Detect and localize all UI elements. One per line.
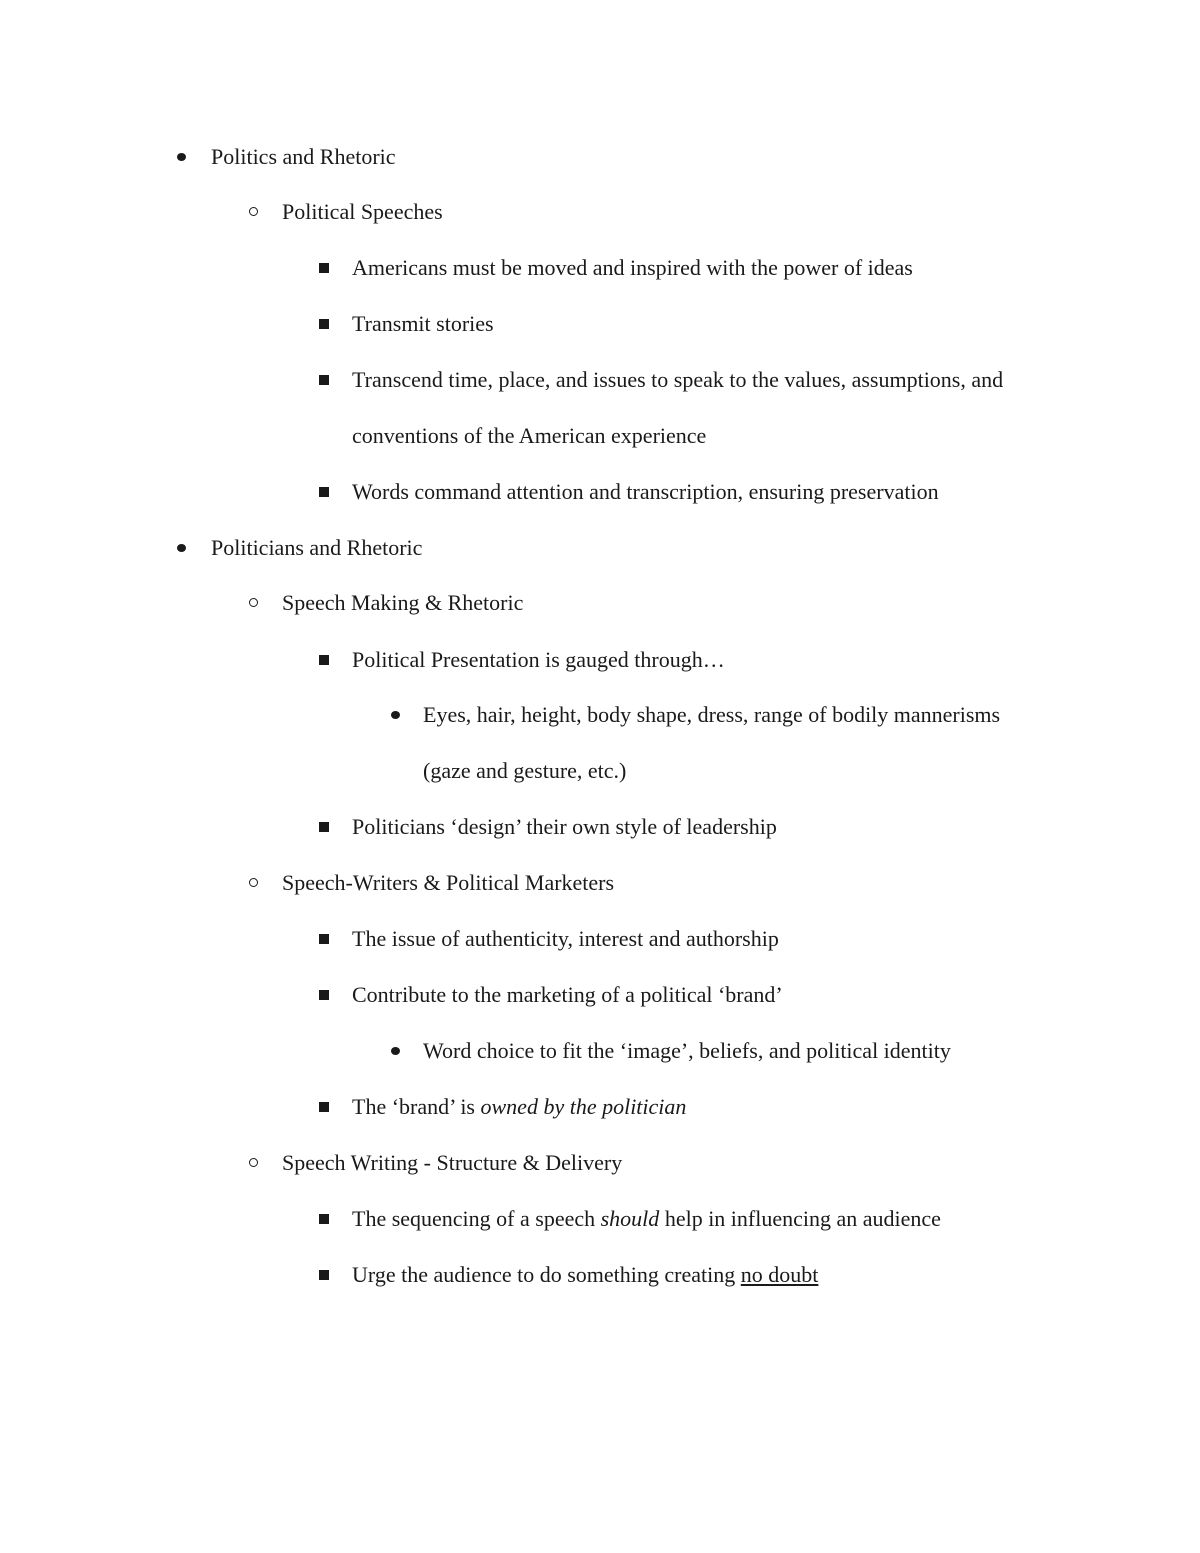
level1-bullet [177, 544, 186, 552]
outline-point-text: The ‘brand’ is [352, 1094, 481, 1119]
outline-heading-politicians-rhetoric: Politicians and Rhetoric [211, 535, 423, 560]
outline-point: Americans must be moved and inspired with the power of ideas [352, 255, 913, 280]
outline-point: Words command attention and transcription, ensuring preservation [352, 479, 939, 504]
outline-subheading-speech-making: Speech Making & Rhetoric [282, 590, 524, 615]
level3-bullet [319, 263, 329, 273]
outline-heading-politics-rhetoric: Politics and Rhetoric [211, 144, 396, 169]
level2-bullet [249, 1158, 258, 1167]
outline-subpoint: Word choice to fit the ‘image’, beliefs, and political identity [423, 1038, 951, 1063]
outline-point: Political Presentation is gauged through… [352, 647, 725, 672]
outline-point: The issue of authenticity, interest and authorship [352, 926, 779, 951]
outline-subpoint: Eyes, hair, height, body shape, dress, range of bodily mannerisms [423, 702, 1001, 727]
level3-bullet [319, 934, 329, 944]
outline-point-continuation: conventions of the American experience [352, 423, 707, 448]
outline-subheading-speech-writing: Speech Writing - Structure & Delivery [282, 1150, 623, 1175]
level3-bullet [319, 1270, 329, 1280]
level3-bullet [319, 1214, 329, 1224]
outline-point [352, 1205, 941, 1233]
outline-point: Politicians ‘design’ their own style of leadership [352, 814, 777, 839]
outline-point-emphasis: owned by the politician [480, 1094, 687, 1119]
level3-bullet [319, 655, 329, 665]
level4-bullet [391, 711, 400, 719]
outline-point [352, 1261, 818, 1289]
outline-point: Transmit stories [352, 311, 494, 336]
level4-bullet [391, 1047, 400, 1055]
level3-bullet [319, 990, 329, 1000]
outline-point-text: Urge the audience to do something creating [352, 1262, 741, 1287]
level2-bullet [249, 207, 258, 216]
outline-point: Contribute to the marketing of a political ‘brand’ [352, 982, 783, 1007]
outline-point [352, 1093, 686, 1121]
level3-bullet [319, 375, 329, 385]
level3-bullet [319, 1102, 329, 1112]
outline-point-text: The sequencing of a speech [352, 1206, 601, 1231]
level3-bullet [319, 822, 329, 832]
outline-point-emphasis: should [600, 1206, 660, 1231]
level2-bullet [249, 598, 258, 607]
outline-point: Transcend time, place, and issues to speak to the values, assumptions, and [352, 367, 1004, 392]
outline-subpoint-continuation: (gaze and gesture, etc.) [423, 758, 627, 783]
outline-subheading-political-speeches: Political Speeches [282, 199, 443, 224]
level3-bullet [319, 319, 329, 329]
level3-bullet [319, 487, 329, 497]
level2-bullet [249, 878, 258, 887]
level1-bullet [177, 153, 186, 161]
outline-point-underlined: no doubt [740, 1262, 819, 1287]
outline-point-text: help in influencing an audience [659, 1206, 941, 1231]
outline-subheading-speech-writers: Speech-Writers & Political Marketers [282, 870, 615, 895]
